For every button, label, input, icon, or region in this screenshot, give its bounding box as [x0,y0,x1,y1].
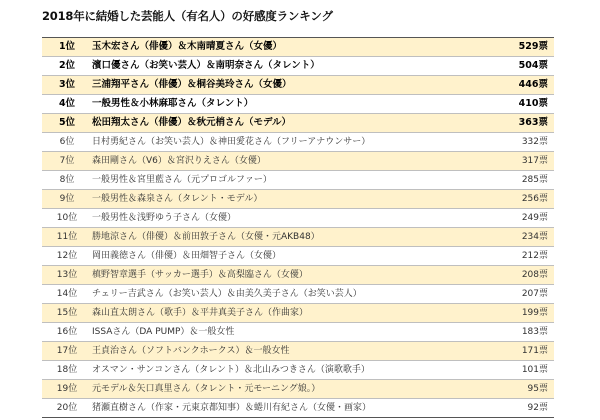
couple-cell: 一般男性＆浅野ゆう子さん（女優） [92,209,478,228]
votes-cell: 332票 [478,133,554,152]
couple-cell: チェリー吉武さん（お笑い芸人）＆由美久美子さん（お笑い芸人） [92,285,478,304]
votes-cell: 249票 [478,209,554,228]
couple-cell: 王貞治さん（ソフトバンクホークス）＆一般女性 [92,342,478,361]
votes-cell: 285票 [478,171,554,190]
couple-cell: 一般男性＆森泉さん（タレント・モデル） [92,190,478,209]
couple-cell: 玉木宏さん（俳優）＆木南晴夏さん（女優） [92,38,478,57]
votes-cell: 234票 [478,228,554,247]
rank-cell: 6位 [42,133,92,152]
couple-cell: 一般男性＆小林麻耶さん（タレント） [92,95,478,114]
table-row [42,57,554,76]
votes-cell: 207票 [478,285,554,304]
votes-cell: 529票 [478,38,554,57]
votes-cell: 92票 [478,399,554,418]
couple-cell: 松田翔太さん（俳優）＆秋元梢さん（モデル） [92,114,478,133]
table-row [42,114,554,133]
rank-cell: 18位 [42,361,92,380]
rank-cell: 9位 [42,190,92,209]
votes-cell: 317票 [478,152,554,171]
rank-cell: 11位 [42,228,92,247]
table-row [42,152,554,171]
votes-cell: 363票 [478,114,554,133]
couple-cell: 三浦翔平さん（俳優）＆桐谷美玲さん（女優） [92,76,478,95]
votes-cell: 101票 [478,361,554,380]
table-row [42,171,554,190]
rank-cell: 4位 [42,95,92,114]
ranking-table [42,37,554,418]
votes-cell: 504票 [478,57,554,76]
table-row [42,342,554,361]
rank-cell: 3位 [42,76,92,95]
votes-cell: 95票 [478,380,554,399]
couple-cell: 勝地涼さん（俳優）＆前田敦子さん（女優・元AKB48） [92,228,478,247]
couple-cell: 森田剛さん（V6）＆宮沢りえさん（女優） [92,152,478,171]
votes-cell: 199票 [478,304,554,323]
table-row [42,228,554,247]
rank-cell: 15位 [42,304,92,323]
couple-cell: オスマン・サンコンさん（タレント）＆北山みつきさん（演歌歌手） [92,361,478,380]
rank-cell: 16位 [42,323,92,342]
votes-cell: 256票 [478,190,554,209]
couple-cell: ISSAさん（DA PUMP）＆一般女性 [92,323,478,342]
rank-cell: 20位 [42,399,92,418]
ranking-table-body [42,38,554,418]
votes-cell: 212票 [478,247,554,266]
rank-cell: 13位 [42,266,92,285]
table-row [42,247,554,266]
votes-cell: 183票 [478,323,554,342]
rank-cell: 17位 [42,342,92,361]
couple-cell: 槙野智章選手（サッカー選手）＆高梨臨さん（女優） [92,266,478,285]
couple-cell: 日村勇紀さん（お笑い芸人）＆神田愛花さん（フリーアナウンサー） [92,133,478,152]
page-title: 2018年に結婚した芸能人（有名人）の好感度ランキング [42,9,333,23]
rank-cell: 19位 [42,380,92,399]
table-row [42,76,554,95]
table-row [42,190,554,209]
votes-cell: 410票 [478,95,554,114]
couple-cell: 元モデル＆矢口真里さん（タレント・元モーニング娘。） [92,380,478,399]
votes-cell: 171票 [478,342,554,361]
rank-cell: 7位 [42,152,92,171]
couple-cell: 岡田義徳さん（俳優）＆田畑智子さん（女優） [92,247,478,266]
table-row [42,399,554,418]
table-row [42,133,554,152]
couple-cell: 森山直太朗さん（歌手）＆平井真美子さん（作曲家） [92,304,478,323]
table-row [42,304,554,323]
votes-cell: 446票 [478,76,554,95]
couple-cell: 濱口優さん（お笑い芸人）＆南明奈さん（タレント） [92,57,478,76]
table-row [42,38,554,57]
rank-cell: 12位 [42,247,92,266]
rank-cell: 10位 [42,209,92,228]
table-row [42,323,554,342]
couple-cell: 一般男性＆宮里藍さん（元プロゴルファー） [92,171,478,190]
couple-cell: 猪瀬直樹さん（作家・元東京都知事）＆蜷川有紀さん（女優・画家） [92,399,478,418]
table-row [42,380,554,399]
rank-cell: 1位 [42,38,92,57]
table-row [42,266,554,285]
rank-cell: 14位 [42,285,92,304]
table-row [42,209,554,228]
rank-cell: 2位 [42,57,92,76]
table-row [42,95,554,114]
rank-cell: 8位 [42,171,92,190]
votes-cell: 208票 [478,266,554,285]
rank-cell: 5位 [42,114,92,133]
table-row [42,361,554,380]
table-row [42,285,554,304]
